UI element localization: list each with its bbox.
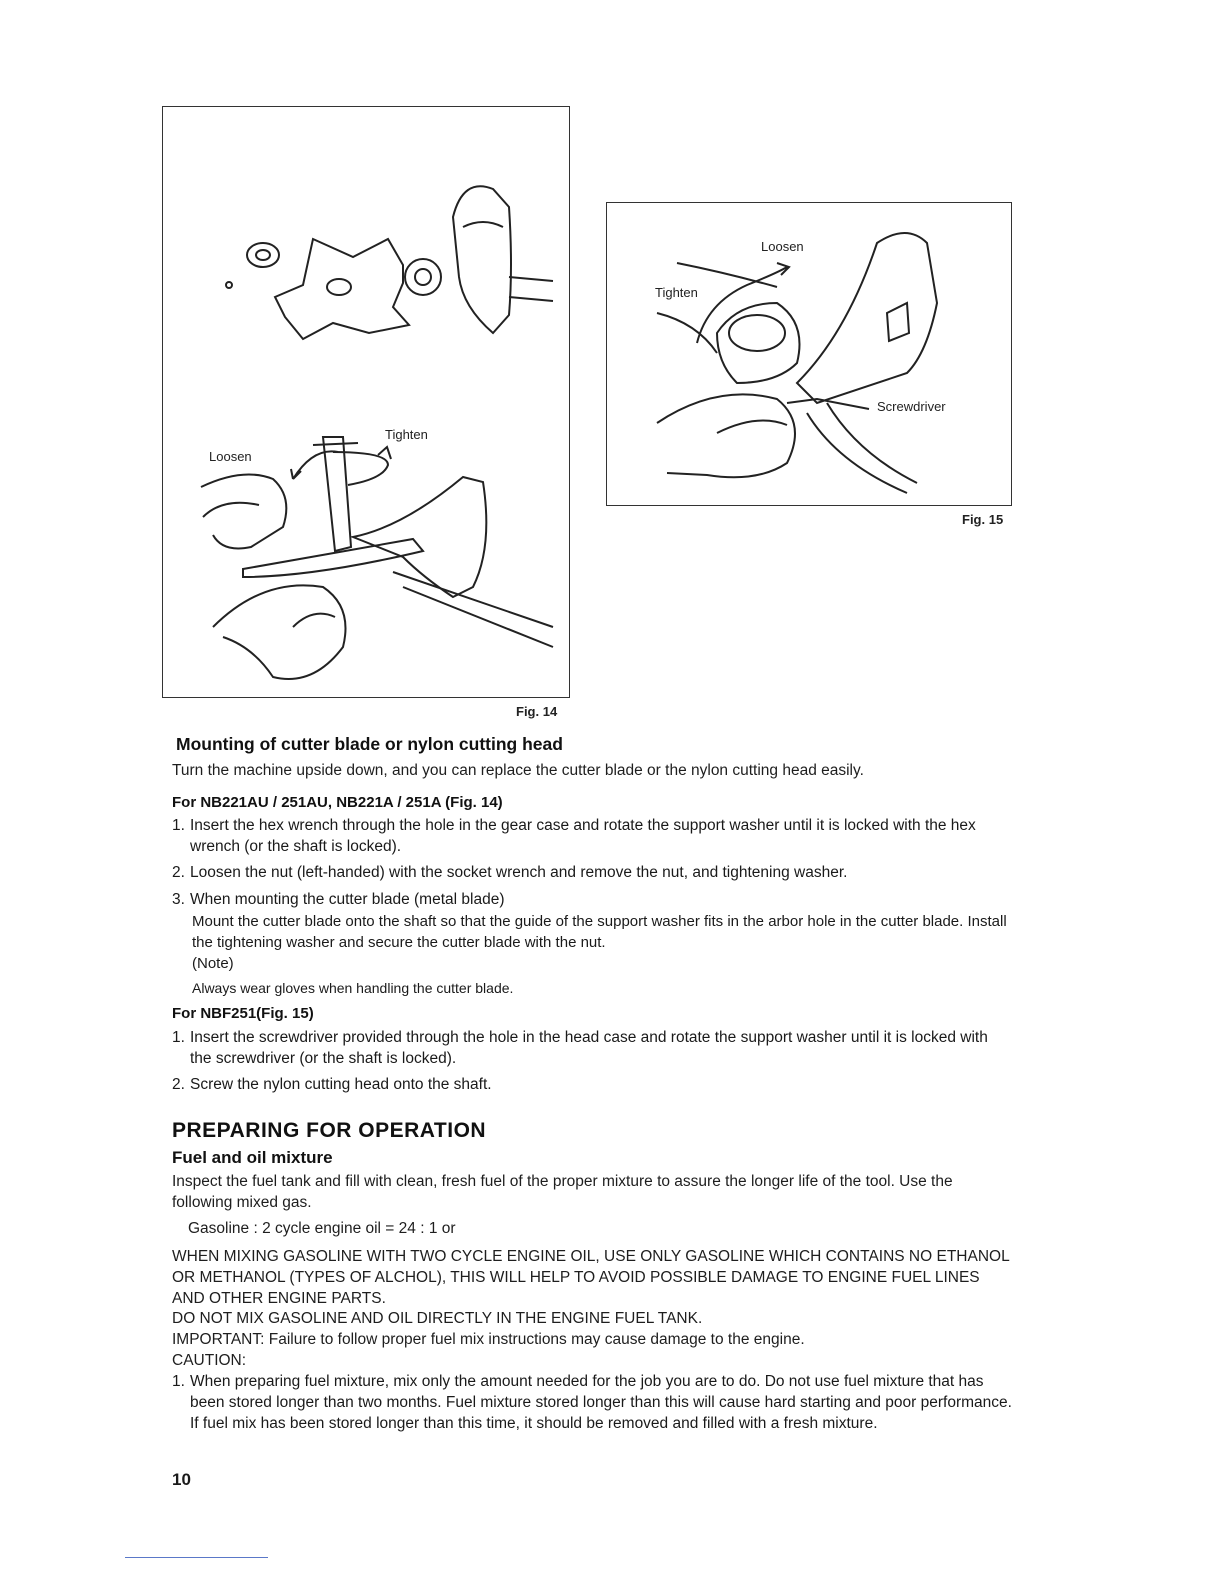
list-item bbox=[172, 1074, 1012, 1095]
note-label: (Note) bbox=[192, 955, 234, 972]
item-number: 2. bbox=[172, 864, 185, 881]
cutter-blade-part bbox=[275, 239, 409, 339]
item-text: When preparing fuel mixture, mix only the amount needed for the job you are to do. Do not use fuel mixture that has been stored longer than two months. Fuel mixture stored longer than this will cause hard starting and poor performance. If fuel mix has been stored longer than this time, it should be removed and filled with a fresh mixture. bbox=[190, 1373, 1012, 1432]
mounting-intro: Turn the machine upside down, and you can replace the cutter blade or the nylon cutting head easily. bbox=[172, 762, 864, 779]
subheading-nb: For NB221AU / 251AU, NB221A / 251A (Fig. 14) bbox=[172, 794, 503, 811]
fig15-label-loosen: Loosen bbox=[761, 239, 804, 254]
item-number: 1. bbox=[172, 1029, 185, 1046]
figure-14-box bbox=[162, 106, 570, 698]
item-number: 2. bbox=[172, 1076, 185, 1093]
support-washer-part bbox=[405, 259, 441, 295]
upper-hand bbox=[201, 475, 286, 549]
mounting-heading: Mounting of cutter blade or nylon cutting head bbox=[176, 734, 563, 754]
subheading-nbf: For NBF251(Fig. 15) bbox=[172, 1005, 314, 1022]
warning-do-not-mix: DO NOT MIX GASOLINE AND OIL DIRECTLY IN THE ENGINE FUEL TANK. bbox=[172, 1310, 703, 1327]
guard-part bbox=[797, 233, 937, 403]
lower-hand bbox=[213, 585, 346, 679]
fig15-label-screwdriver: Screwdriver bbox=[877, 399, 946, 414]
list-item bbox=[172, 815, 1012, 857]
shaft bbox=[807, 403, 917, 493]
item-text: Screw the nylon cutting head onto the shaft. bbox=[190, 1076, 492, 1093]
item-text: Insert the screwdriver provided through the hole in the head case and rotate the support washer until it is locked with the screwdriver (or the shaft is locked). bbox=[190, 1029, 988, 1067]
fuel-ratio: Gasoline : 2 cycle engine oil = 24 : 1 or bbox=[188, 1220, 456, 1237]
item-number: 1. bbox=[172, 817, 185, 834]
caution-label: CAUTION: bbox=[172, 1352, 247, 1369]
hand bbox=[657, 394, 795, 477]
item-text: Loosen the nut (left-handed) with the socket wrench and remove the nut, and tightening washer. bbox=[190, 864, 848, 881]
item-number: 1. bbox=[172, 1373, 185, 1390]
figure-15-illustration bbox=[607, 203, 1011, 505]
hex-wrench bbox=[323, 437, 351, 551]
fig15-label-tighten: Tighten bbox=[655, 285, 698, 300]
list-item bbox=[172, 889, 1012, 910]
fuel-intro: Inspect the fuel tank and fill with clean, fresh fuel of the proper mixture to assure the longer life of the tool. Use the following mixed gas. bbox=[172, 1173, 953, 1211]
figure-15-box bbox=[606, 202, 1012, 506]
rotation-arrow bbox=[291, 451, 338, 479]
fig14-label-loosen: Loosen bbox=[209, 449, 252, 464]
note-text: Always wear gloves when handling the cutter blade. bbox=[192, 980, 514, 996]
shaft-and-guard bbox=[353, 477, 486, 597]
step3-detail: Mount the cutter blade onto the shaft so that the guide of the support washer fits in the arbor hole in the cutter blade. Install the tightening washer and secure the cutter blade with the nut. bbox=[192, 913, 1007, 951]
item-number: 3. bbox=[172, 891, 185, 908]
important-note: IMPORTANT: Failure to follow proper fuel mix instructions may cause damage to the engine. bbox=[172, 1331, 805, 1348]
figure-15-caption: Fig. 15 bbox=[962, 512, 1004, 527]
item-text: Insert the hex wrench through the hole in the gear case and rotate the support washer until it is locked with the hex wrench (or the shaft is locked). bbox=[190, 817, 976, 855]
warning-mixing: WHEN MIXING GASOLINE WITH TWO CYCLE ENGINE OIL, USE ONLY GASOLINE WHICH CONTAINS NO ETHANOL OR METHANOL (TYPES OF ALCHOL), THIS WILL HELP TO AVOID POSSIBLE DAMAGE TO ENGINE FUEL LINES AND OTHER ENGINE PARTS. bbox=[172, 1248, 1010, 1307]
fuel-oil-subheading: Fuel and oil mixture bbox=[172, 1148, 333, 1167]
footer-rule bbox=[125, 1557, 268, 1558]
tightening-washer-part bbox=[247, 243, 279, 267]
figure-14-caption: Fig. 14 bbox=[516, 704, 558, 719]
item-text: When mounting the cutter blade (metal blade) bbox=[190, 891, 505, 908]
list-item bbox=[172, 862, 1012, 883]
fig14-label-tighten: Tighten bbox=[385, 427, 428, 442]
figure-14-illustration bbox=[163, 107, 569, 697]
list-item bbox=[172, 1371, 1012, 1434]
preparing-heading: PREPARING FOR OPERATION bbox=[172, 1119, 487, 1142]
page-number: 10 bbox=[172, 1470, 191, 1489]
guard-part bbox=[453, 186, 511, 333]
nut-part bbox=[226, 282, 232, 288]
list-item bbox=[172, 1027, 1012, 1069]
